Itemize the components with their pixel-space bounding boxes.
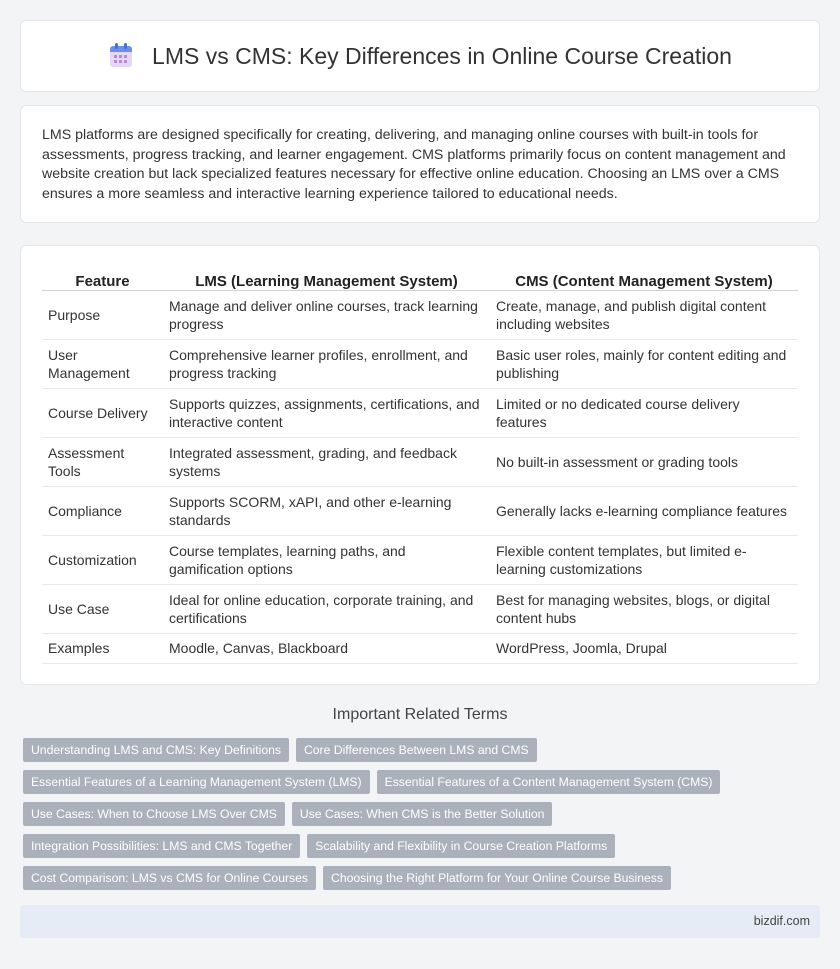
related-term-tag[interactable]: Use Cases: When to Choose LMS Over CMS (23, 802, 285, 826)
cell-cms: Basic user roles, mainly for content editing and publishing (490, 339, 798, 388)
cell-feature: Customization (42, 535, 163, 584)
related-term-tag[interactable]: Essential Features of a Content Management System (CMS) (377, 770, 721, 794)
related-terms-list (23, 738, 823, 890)
cell-cms: Flexible content templates, but limited e-learning customizations (490, 535, 798, 584)
column-header-lms: LMS (Learning Management System) (163, 266, 490, 290)
table-row (42, 535, 798, 584)
column-header-cms: CMS (Content Management System) (490, 266, 798, 290)
related-term-tag[interactable]: Choosing the Right Platform for Your Online Course Business (323, 866, 671, 890)
table-header-row (42, 266, 798, 290)
cell-feature: Purpose (42, 290, 163, 339)
cell-feature: Use Case (42, 584, 163, 633)
cell-feature: Examples (42, 633, 163, 663)
cell-feature: Assessment Tools (42, 437, 163, 486)
cell-cms: Limited or no dedicated course delivery features (490, 388, 798, 437)
footer (20, 905, 820, 938)
cell-lms: Course templates, learning paths, and gamification options (163, 535, 490, 584)
cell-feature: Course Delivery (42, 388, 163, 437)
cell-lms: Ideal for online education, corporate training, and certifications (163, 584, 490, 633)
comparison-table (42, 266, 798, 664)
related-term-tag[interactable]: Integration Possibilities: LMS and CMS Together (23, 834, 300, 858)
cell-cms: WordPress, Joomla, Drupal (490, 633, 798, 663)
cell-feature: User Management (42, 339, 163, 388)
related-term-tag[interactable]: Understanding LMS and CMS: Key Definitions (23, 738, 289, 762)
page-title: LMS vs CMS: Key Differences in Online Course Creation (152, 42, 732, 69)
table-row (42, 290, 798, 339)
title-wrap (108, 43, 732, 70)
cell-lms: Integrated assessment, grading, and feedback systems (163, 437, 490, 486)
cell-feature: Compliance (42, 486, 163, 535)
related-terms-title: Important Related Terms (332, 706, 508, 723)
intro-text: LMS platforms are designed specifically for creating, delivering, and managing online courses with built-in tools for assessments, progress tracking, and learner engagement. CMS platforms primarily focus on content management and website creation but lack specialized features necessary for effective online education. Choosing an LMS over a CMS ensures a more seamless and interactive learning experience tailored to educational needs. (42, 127, 786, 202)
intro-card (20, 105, 820, 223)
table-row (42, 584, 798, 633)
cell-lms: Supports SCORM, xAPI, and other e-learning standards (163, 486, 490, 535)
cell-lms: Supports quizzes, assignments, certifications, and interactive content (163, 388, 490, 437)
cell-lms: Moodle, Canvas, Blackboard (163, 633, 490, 663)
column-header-feature: Feature (42, 266, 163, 290)
header-card (20, 20, 820, 92)
related-term-tag[interactable]: Use Cases: When CMS is the Better Solution (292, 802, 553, 826)
footer-site-link[interactable]: bizdif.com (753, 914, 810, 928)
table-row (42, 633, 798, 663)
related-term-tag[interactable]: Essential Features of a Learning Management System (LMS) (23, 770, 370, 794)
related-term-tag[interactable]: Cost Comparison: LMS vs CMS for Online Courses (23, 866, 316, 890)
cell-cms: Best for managing websites, blogs, or digital content hubs (490, 584, 798, 633)
table-row (42, 486, 798, 535)
comparison-card (20, 245, 820, 685)
table-row (42, 437, 798, 486)
related-term-tag[interactable]: Scalability and Flexibility in Course Creation Platforms (307, 834, 615, 858)
cell-cms: Create, manage, and publish digital content including websites (490, 290, 798, 339)
table-row (42, 339, 798, 388)
table-row (42, 388, 798, 437)
related-term-tag[interactable]: Core Differences Between LMS and CMS (296, 738, 537, 762)
cell-lms: Manage and deliver online courses, track learning progress (163, 290, 490, 339)
cell-cms: No built-in assessment or grading tools (490, 437, 798, 486)
cell-cms: Generally lacks e-learning compliance features (490, 486, 798, 535)
cell-lms: Comprehensive learner profiles, enrollment, and progress tracking (163, 339, 490, 388)
calendar-icon (108, 43, 134, 69)
